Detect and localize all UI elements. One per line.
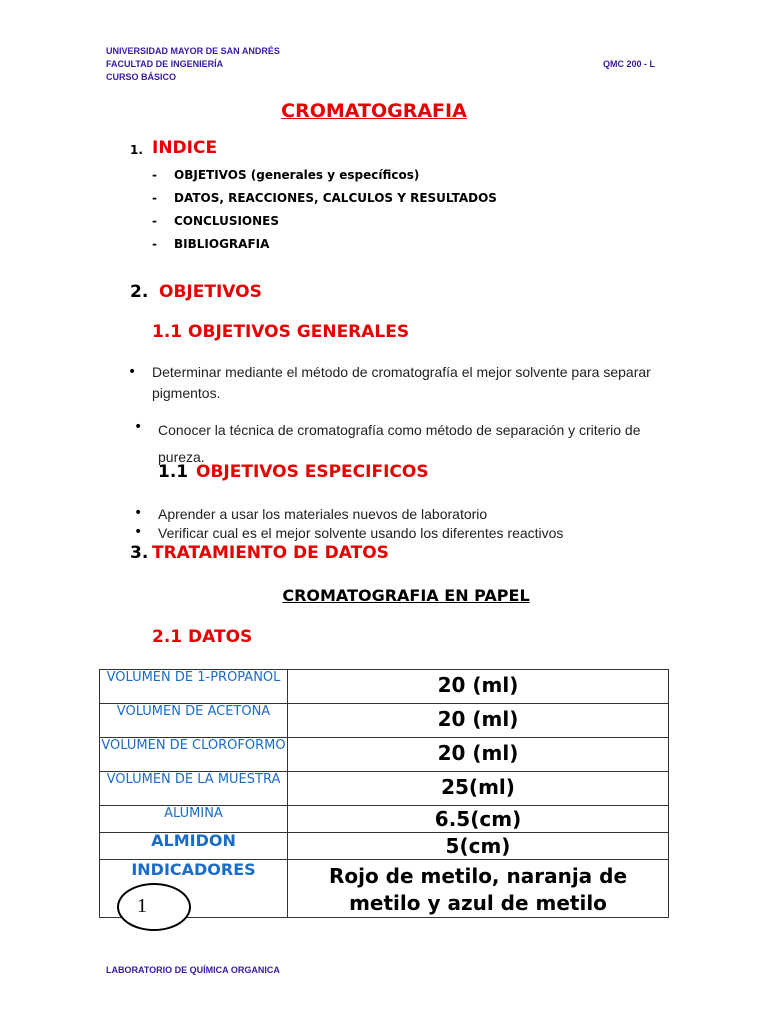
specific-objectives-heading: OBJETIVOS ESPECIFICOS <box>196 462 429 482</box>
index-item: - CONCLUSIONES <box>152 214 280 228</box>
table-row <box>100 738 669 772</box>
table-value: 6.5(cm) <box>288 806 669 833</box>
table-value: 25(ml) <box>288 772 669 806</box>
index-item: - BIBLIOGRAFIA <box>152 237 270 251</box>
bullet-icon: • <box>134 419 143 435</box>
university-name: UNIVERSIDAD MAYOR DE SAN ANDRÉS <box>106 46 280 56</box>
course-code: QMC 200 - L <box>603 59 656 69</box>
data-table <box>99 669 669 918</box>
treatment-heading: TRATAMIENTO DE DATOS <box>152 543 389 563</box>
page-number-badge <box>117 883 191 931</box>
objectives-heading: OBJETIVOS <box>159 282 262 302</box>
table-row <box>100 772 669 806</box>
bullet-icon: • <box>128 364 137 380</box>
bullet-icon: • <box>134 505 143 521</box>
paper-chromatography-subtitle: CROMATOGRAFIA EN PAPEL <box>282 586 530 605</box>
specific-objective-item: Verificar cual es el mejor solvente usando los diferentes reactivos <box>158 525 564 541</box>
objectives-number: 2. <box>130 282 149 302</box>
table-label: VOLUMEN DE CLOROFORMO <box>100 738 288 772</box>
document-footer: LABORATORIO DE QUÍMICA ORGANICA <box>106 965 280 975</box>
index-number: 1. <box>130 143 143 157</box>
table-value: 20 (ml) <box>288 670 669 704</box>
table-value: 20 (ml) <box>288 738 669 772</box>
general-objectives-heading: 1.1 OBJETIVOS GENERALES <box>152 322 410 342</box>
faculty-name: FACULTAD DE INGENIERÍA <box>106 59 224 69</box>
index-item: - OBJETIVOS (generales y específicos) <box>152 168 420 182</box>
index-item: - DATOS, REACCIONES, CALCULOS Y RESULTADOS <box>152 191 497 205</box>
table-row <box>100 806 669 833</box>
table-label: INDICADORES <box>100 860 288 918</box>
table-value: 20 (ml) <box>288 704 669 738</box>
specific-objectives-number: 1.1 <box>158 462 189 482</box>
document-header <box>106 45 280 84</box>
page-title: CROMATOGRAFIA <box>281 100 467 122</box>
table-label: VOLUMEN DE LA MUESTRA <box>100 772 288 806</box>
bullet-icon: • <box>134 524 143 540</box>
treatment-number: 3. <box>130 543 149 563</box>
table-label: VOLUMEN DE 1-PROPANOL <box>100 670 288 704</box>
table-row <box>100 670 669 704</box>
table-label: VOLUMEN DE ACETONA <box>100 704 288 738</box>
table-row <box>100 704 669 738</box>
data-heading: 2.1 DATOS <box>152 627 253 647</box>
general-objective-item: Conocer la técnica de cromatografía como método de separación y criterio de pureza. <box>158 422 641 465</box>
table-row <box>100 833 669 860</box>
table-value: Rojo de metilo, naranja de metilo y azul de metilo <box>288 860 669 918</box>
general-objective-item: Determinar mediante el método de cromatografía el mejor solvente para separar pigmentos. <box>152 364 651 401</box>
table-label: ALMIDON <box>100 833 288 860</box>
course-name: CURSO BÁSICO <box>106 72 177 82</box>
page-number: 1 <box>137 895 147 917</box>
specific-objective-item: Aprender a usar los materiales nuevos de laboratorio <box>158 506 488 522</box>
index-heading: INDICE <box>152 138 218 158</box>
table-value: 5(cm) <box>288 833 669 860</box>
table-label: ALUMINA <box>100 806 288 833</box>
